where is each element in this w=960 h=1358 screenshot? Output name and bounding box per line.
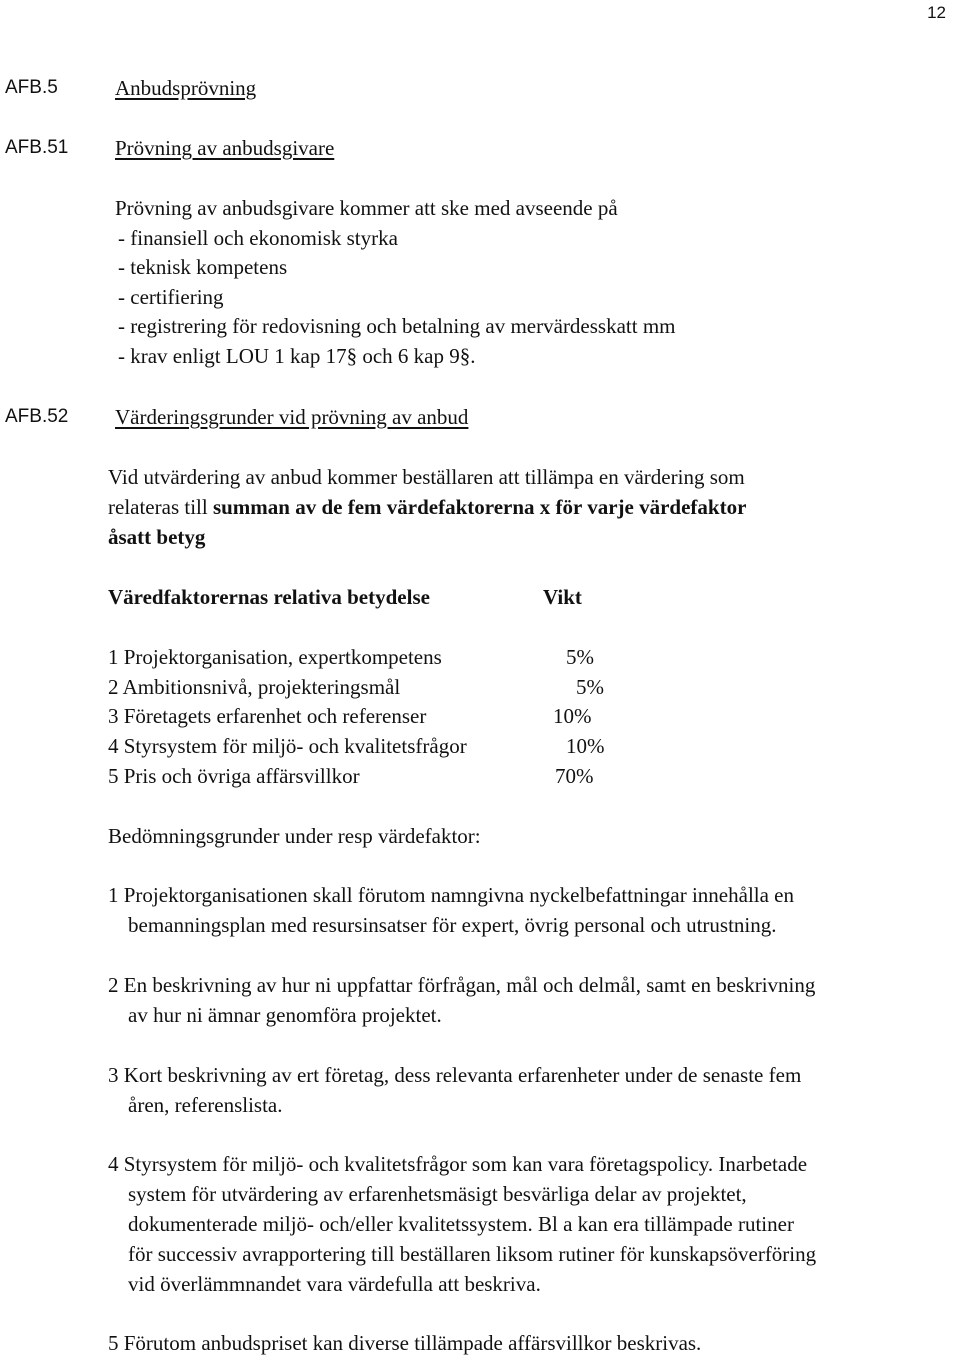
criteria-line: av hur ni ämnar genomföra projektet. <box>128 1003 442 1027</box>
afb51-bullet: - certifiering <box>118 285 224 309</box>
factor-weight: 10% <box>553 704 592 728</box>
factor-label: 3 Företagets erfarenhet och referenser <box>108 704 427 728</box>
criteria-line: 1 Projektorganisationen skall förutom namngivna nyckelbefattningar innehålla en <box>108 883 795 907</box>
factor-weight: 5% <box>566 645 594 669</box>
factors-header-weight: Vikt <box>543 585 582 609</box>
criteria-line: vid överlämmnandet vara värdefulla att beskriva. <box>128 1272 541 1296</box>
criteria-line: för successiv avrapportering till beställaren liksom rutiner för kunskapsöverföring <box>128 1242 817 1266</box>
criteria-heading: Bedömningsgrunder under resp värdefaktor: <box>108 824 481 848</box>
factor-label: 4 Styrsystem för miljö- och kvalitetsfrågor <box>108 734 467 758</box>
criteria-line: 3 Kort beskrivning av ert företag, dess relevanta erfarenheter under de senaste fem <box>108 1063 802 1087</box>
criteria-line: dokumenterade miljö- och/eller kvalitetssystem. Bl a kan era tillämpade rutiner <box>128 1212 794 1236</box>
factor-weight: 5% <box>576 675 604 699</box>
section-code-afb52: AFB.52 <box>5 406 69 427</box>
factor-weight: 70% <box>555 764 594 788</box>
factor-label: 2 Ambitionsnivå, projekteringsmål <box>108 675 401 699</box>
factors-header-label: Väredfaktorernas relativa betydelse <box>108 585 430 609</box>
afb51-bullet: - finansiell och ekonomisk styrka <box>118 226 398 250</box>
criteria-line: åren, referenslista. <box>128 1093 283 1117</box>
afb52-paragraph-bold: åsatt betyg <box>108 525 206 549</box>
factor-weight: 10% <box>566 734 605 758</box>
afb52-paragraph-line <box>108 492 746 522</box>
criteria-line: 2 En beskrivning av hur ni uppfattar förfrågan, mål och delmål, samt en beskrivning <box>108 973 816 997</box>
section-code-afb5: AFB.5 <box>5 77 58 98</box>
factor-label: 5 Pris och övriga affärsvillkor <box>108 764 360 788</box>
criteria-line: 5 Förutom anbudspriset kan diverse tillämpade affärsvillkor beskrivas. <box>108 1331 702 1355</box>
page-number: 12 <box>927 3 946 22</box>
criteria-line: system för utvärdering av erfarenhetsmäsigt besvärliga delar av projektet, <box>128 1182 747 1206</box>
afb52-paragraph-line: Vid utvärdering av anbud kommer beställaren att tillämpa en värdering som <box>108 465 745 489</box>
afb51-intro: Prövning av anbudsgivare kommer att ske med avseende på <box>115 196 618 220</box>
afb51-bullet: - krav enligt LOU 1 kap 17§ och 6 kap 9§. <box>118 344 476 368</box>
section-title-afb51: Prövning av anbudsgivare <box>115 136 335 160</box>
criteria-line: bemanningsplan med resursinsatser för expert, övrig personal och utrustning. <box>128 913 777 937</box>
criteria-line: 4 Styrsystem för miljö- och kvalitetsfrågor som kan vara företagspolicy. Inarbetade <box>108 1152 808 1176</box>
afb51-bullet: - registrering för redovisning och betalning av mervärdesskatt mm <box>118 314 676 338</box>
section-title-afb5: Anbudsprövning <box>115 76 257 100</box>
afb52-paragraph-bold: summan av de fem värdefaktorerna x för varje värdefaktor <box>212 495 747 519</box>
section-code-afb51: AFB.51 <box>5 137 69 158</box>
afb52-paragraph-plain: relateras till <box>108 495 213 519</box>
afb51-bullet: - teknisk kompetens <box>118 255 288 279</box>
section-title-afb52: Värderingsgrunder vid prövning av anbud <box>115 405 469 429</box>
factor-label: 1 Projektorganisation, expertkompetens <box>108 645 442 669</box>
